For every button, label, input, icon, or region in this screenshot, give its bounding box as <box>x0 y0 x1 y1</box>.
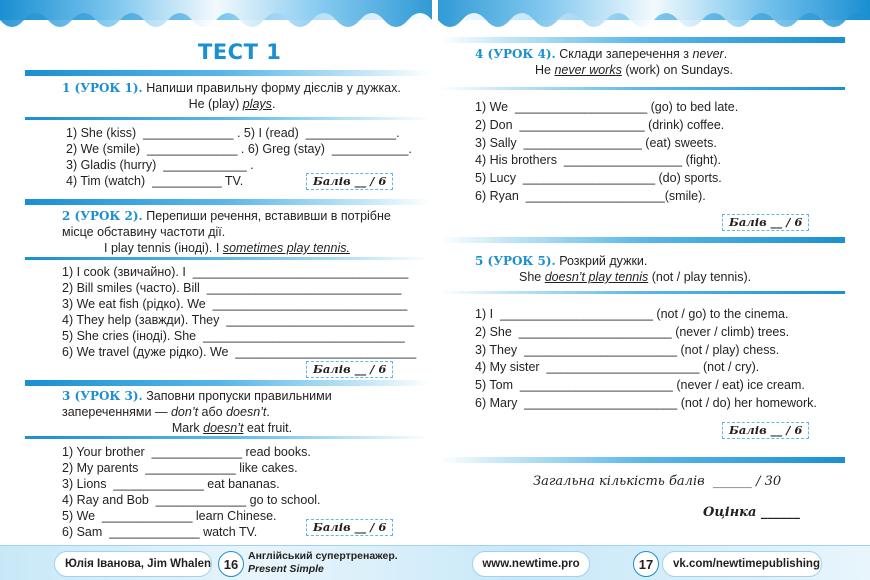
task-3-example <box>62 420 402 436</box>
task-2 <box>62 208 402 256</box>
book-subtitle: Present Simple <box>248 563 324 575</box>
exercise-line[interactable]: 6) Sam _____________ watch TV. <box>62 525 258 539</box>
example-text: I play tennis (іноді). I <box>104 241 223 255</box>
exercise-line[interactable]: 4) Ray and Bob _____________ go to school. <box>62 493 321 507</box>
page-title: ТЕСТ 1 <box>198 40 282 64</box>
task-3-instruction-or: або <box>198 405 227 419</box>
exercise-line[interactable]: 2) Don __________________ (drink) coffee. <box>475 117 725 132</box>
task-2-instruction: Перепиши речення, вставивши в потрібне місце обставину частоти дії. <box>62 209 391 239</box>
example-answer: doesn’t <box>203 421 244 435</box>
divider <box>440 291 845 294</box>
exercise-line[interactable]: 3) Gladis (hurry) ____________ . <box>66 158 254 172</box>
exercise-line[interactable]: 3) Lions _____________ eat bananas. <box>62 477 280 491</box>
exercise-line[interactable]: 1) She (kiss) _____________ . 5) I (read) _____________. <box>66 126 400 140</box>
task-4-score-box[interactable]: Балів __ / 6 <box>722 214 809 231</box>
example-text: He <box>535 63 555 77</box>
divider <box>440 237 845 243</box>
example-text: (not / play tennis). <box>648 270 752 284</box>
exercise-line[interactable]: 4) His brothers _________________ (fight). <box>475 153 721 168</box>
task-1-instruction: Напиши правильну форму дієслів у дужках. <box>146 81 401 95</box>
divider <box>440 37 845 43</box>
task-5 <box>475 253 825 285</box>
exercise-line[interactable]: 1) Your brother _____________ read books. <box>62 445 311 459</box>
task-4 <box>475 46 825 78</box>
task-3-instruction-word: don’t <box>170 405 199 419</box>
example-answer: never works <box>554 63 622 77</box>
right-page <box>435 0 870 545</box>
exercise-line[interactable]: 6) Mary ______________________ (not / do) her homework. <box>475 395 817 410</box>
exercise-line[interactable]: 4) They help (завжди). They ___________________________ <box>62 313 415 327</box>
divider <box>440 457 845 463</box>
exercise-line[interactable]: 6) Ryan ____________________(smile). <box>475 188 706 203</box>
task-5-instruction: Розкрий дужки. <box>559 254 648 268</box>
exercise-line[interactable]: 5) Lucy ___________________ (do) sports. <box>475 171 722 186</box>
task-1-example <box>62 96 402 112</box>
exercise-line[interactable]: 5) Tom ______________________ (never / eat) ice cream. <box>475 378 805 393</box>
task-5-exercises <box>475 306 817 413</box>
task-3-instruction: Заповни пропуски правильними запереченнями — <box>62 389 332 419</box>
task-4-exercises <box>475 99 738 206</box>
exercise-line[interactable]: 2) My parents _____________ like cakes. <box>62 461 298 475</box>
task-3 <box>62 388 402 436</box>
exercise-line[interactable]: 1) I cook (звичайно). I _______________________________ <box>62 265 409 279</box>
task-5-heading: 5 (УРОК 5). <box>475 254 556 268</box>
divider <box>25 436 430 439</box>
task-5-score-box[interactable]: Балів __ / 6 <box>722 422 809 439</box>
example-text: He (play) <box>188 97 243 111</box>
task-3-instruction-word: doesn’t <box>226 405 267 419</box>
divider <box>25 380 430 386</box>
task-1 <box>62 80 402 112</box>
exercise-line[interactable]: 3) They ______________________ (not / play) chess. <box>475 342 780 357</box>
task-3-score-box[interactable]: Балів __ / 6 <box>306 519 393 536</box>
example-answer: plays <box>242 97 272 111</box>
example-text: She <box>519 270 545 284</box>
exercise-line[interactable]: 5) We _____________ learn Chinese. <box>62 509 277 523</box>
task-1-heading: 1 (УРОК 1). <box>62 81 143 95</box>
page-number-right: 17 <box>633 551 659 577</box>
exercise-line[interactable]: 2) She ______________________ (never / climb) trees. <box>475 324 790 339</box>
vk-link[interactable]: vk.com/newtimepublishing <box>662 551 822 577</box>
task-2-score-box[interactable]: Балів __ / 6 <box>306 361 393 378</box>
task-4-instruction: Склади заперечення з <box>559 47 693 61</box>
task-4-example <box>475 62 825 78</box>
divider <box>25 70 430 76</box>
task-2-heading: 2 (УРОК 2). <box>62 209 143 223</box>
task-3-exercises <box>62 444 321 540</box>
task-4-instruction-end: . <box>723 47 728 61</box>
example-text: (work) on Sundays. <box>621 63 734 77</box>
example-answer: doesn’t play tennis <box>544 270 649 284</box>
divider <box>25 117 430 120</box>
task-4-instruction-word: never <box>692 47 724 61</box>
task-2-example <box>62 240 402 256</box>
exercise-line[interactable]: 2) Bill smiles (часто). Bill ____________________________ <box>62 281 402 295</box>
site-link[interactable]: www.newtime.pro <box>472 551 590 577</box>
example-text: eat fruit. <box>243 421 293 435</box>
exercise-line[interactable]: 1) We ___________________ (go) to bed late. <box>475 100 739 114</box>
exercise-line[interactable]: 3) We eat fish (рідко). We ____________________________ <box>62 297 408 311</box>
exercise-line[interactable]: 6) We travel (дуже рідко). We __________________________ <box>62 345 417 359</box>
exercise-line[interactable]: 3) Sally _________________ (eat) sweets. <box>475 135 717 150</box>
task-2-exercises <box>62 264 416 360</box>
task-3-instruction-end: . <box>266 405 270 419</box>
task-4-heading: 4 (УРОК 4). <box>475 47 556 61</box>
exercise-line[interactable]: 4) My sister ______________________ (not / cry). <box>475 360 760 375</box>
page-number-left: 16 <box>218 551 244 577</box>
grade[interactable]: Оцінка ______ <box>703 505 800 520</box>
book-title-block <box>248 550 398 576</box>
exercise-line[interactable]: 2) We (smile) _____________ . 6) Greg (stay) ___________. <box>66 142 412 156</box>
exercise-line[interactable]: 1) I ______________________ (not / go) to the cinema. <box>475 307 789 321</box>
example-text: Mark <box>171 421 204 435</box>
footer <box>0 545 870 580</box>
divider <box>25 199 430 205</box>
example-answer: sometimes play tennis. <box>222 241 350 255</box>
divider <box>440 87 845 90</box>
example-text: . <box>271 97 276 111</box>
left-page <box>0 0 435 545</box>
divider <box>25 257 430 260</box>
task-1-score-box[interactable]: Балів __ / 6 <box>306 173 393 190</box>
book-title: Англійський супертренажер. <box>248 550 398 562</box>
task-5-example <box>475 269 825 285</box>
authors: Юлія Іванова, Jim Whalen <box>54 551 212 577</box>
exercise-line[interactable]: 5) She cries (іноді). She _____________________________ <box>62 329 405 343</box>
exercise-line[interactable]: 4) Tim (watch) __________ TV. <box>66 174 244 188</box>
total-score[interactable]: Загальна кількість балів ______ / 30 <box>533 474 782 489</box>
task-3-heading: 3 (УРОК 3). <box>62 389 143 403</box>
